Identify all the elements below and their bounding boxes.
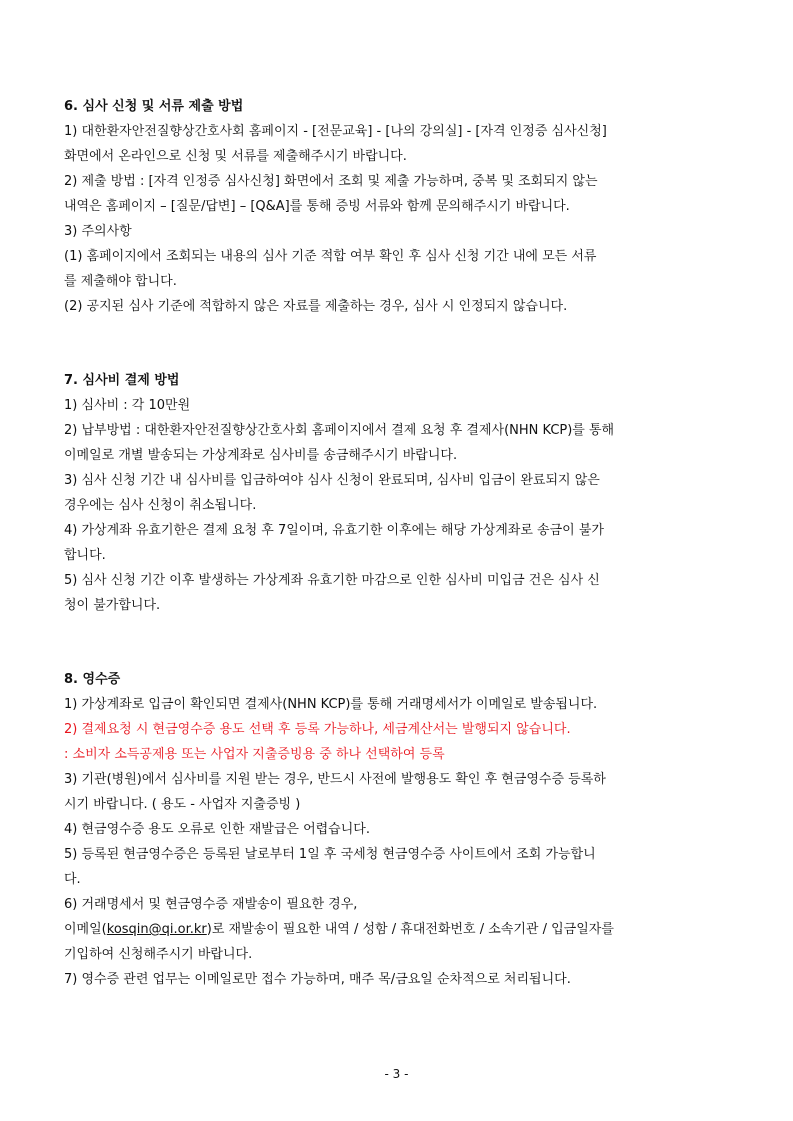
- email-line: [64, 917, 727, 942]
- text-line: 시기 바랍니다. ( 용도 - 사업자 지출증빙 ): [64, 797, 301, 812]
- notice-line: : 소비자 소득공제용 또는 사업자 지출증빙용 중 하나 선택하여 등록: [64, 747, 445, 762]
- text-line: 경우에는 심사 신청이 취소됩니다.: [64, 498, 257, 513]
- email-prefix: 이메일(: [64, 922, 107, 937]
- text-line: 4) 현금영수증 용도 오류로 인한 재발급은 어렵습니다.: [64, 822, 370, 837]
- text-line: 6) 거래명세서 및 현금영수증 재발송이 필요한 경우,: [64, 897, 358, 912]
- document-page: [64, 94, 727, 1041]
- text-line: 이메일로 개별 발송되는 가상계좌로 심사비를 송금해주시기 바랍니다.: [64, 448, 458, 463]
- text-line: 3) 기관(병원)에서 심사비를 지원 받는 경우, 반드시 사전에 발행용도 확인 후 현금영수증 등록하: [64, 772, 606, 787]
- text-line: 1) 대한환자안전질향상간호사회 홈페이지 - [전문교육] - [나의 강의실] - [자격 인정증 심사신청]: [64, 124, 607, 139]
- email-suffix: )로 재발송이 필요한 내역 / 성함 / 휴대전화번호 / 소속기관 / 입금일자를: [206, 922, 614, 937]
- text-line: 5) 심사 신청 기간 이후 발생하는 가상계좌 유효기한 마감으로 인한 심사비 미입금 건은 심사 신: [64, 573, 600, 588]
- section-payment-method: [64, 368, 727, 618]
- text-line: 화면에서 온라인으로 신청 및 서류를 제출해주시기 바랍니다.: [64, 149, 407, 164]
- section-heading: 6. 심사 신청 및 서류 제출 방법: [64, 99, 244, 114]
- text-line: 다.: [64, 872, 81, 887]
- text-line: 기입하여 신청해주시기 바랍니다.: [64, 947, 253, 962]
- text-line: 1) 가상계좌로 입금이 확인되면 결제사(NHN KCP)를 통해 거래명세서가 이메일로 발송됩니다.: [64, 697, 598, 712]
- notice-line: 2) 결제요청 시 현금영수증 용도 선택 후 등록 가능하나, 세금계산서는 발행되지 않습니다.: [64, 722, 571, 737]
- text-line: 7) 영수증 관련 업무는 이메일로만 접수 가능하며, 매주 목/금요일 순차적으로 처리됩니다.: [64, 972, 571, 987]
- text-line: 2) 납부방법 : 대한환자안전질향상간호사회 홈페이지에서 결제 요청 후 결제사(NHN KCP)를 통해: [64, 423, 615, 438]
- email-link[interactable]: kosqin@qi.or.kr: [106, 922, 207, 937]
- page-number: - 3 -: [384, 1067, 409, 1081]
- text-line: 3) 심사 신청 기간 내 심사비를 입금하여야 심사 신청이 완료되며, 심사비 입금이 완료되지 않은: [64, 473, 600, 488]
- text-line: 1) 심사비 : 각 10만원: [64, 398, 191, 413]
- text-line: 를 제출해야 합니다.: [64, 274, 177, 289]
- section-heading: 7. 심사비 결제 방법: [64, 373, 180, 388]
- section-submission-method: [64, 94, 727, 319]
- text-line: 2) 제출 방법 : [자격 인정증 심사신청] 화면에서 조회 및 제출 가능하며, 중복 및 조회되지 않는: [64, 174, 598, 189]
- text-line: (2) 공지된 심사 기준에 적합하지 않은 자료를 제출하는 경우, 심사 시 인정되지 않습니다.: [64, 299, 568, 314]
- text-line: (1) 홈페이지에서 조회되는 내용의 심사 기준 적합 여부 확인 후 심사 신청 기간 내에 모든 서류: [64, 249, 597, 264]
- section-heading: 8. 영수증: [64, 672, 121, 687]
- text-line: 청이 불가합니다.: [64, 598, 161, 613]
- section-receipt: [64, 667, 727, 992]
- text-line: 합니다.: [64, 548, 106, 563]
- text-line: 내역은 홈페이지 – [질문/답변] – [Q&A]를 통해 증빙 서류와 함께 문의해주시기 바랍니다.: [64, 199, 570, 214]
- text-line: 5) 등록된 현금영수증은 등록된 날로부터 1일 후 국세청 현금영수증 사이트에서 조회 가능합니: [64, 847, 596, 862]
- text-line: 4) 가상계좌 유효기한은 결제 요청 후 7일이며, 유효기한 이후에는 해당 가상계좌로 송금이 불가: [64, 523, 604, 538]
- text-line: 3) 주의사항: [64, 224, 132, 239]
